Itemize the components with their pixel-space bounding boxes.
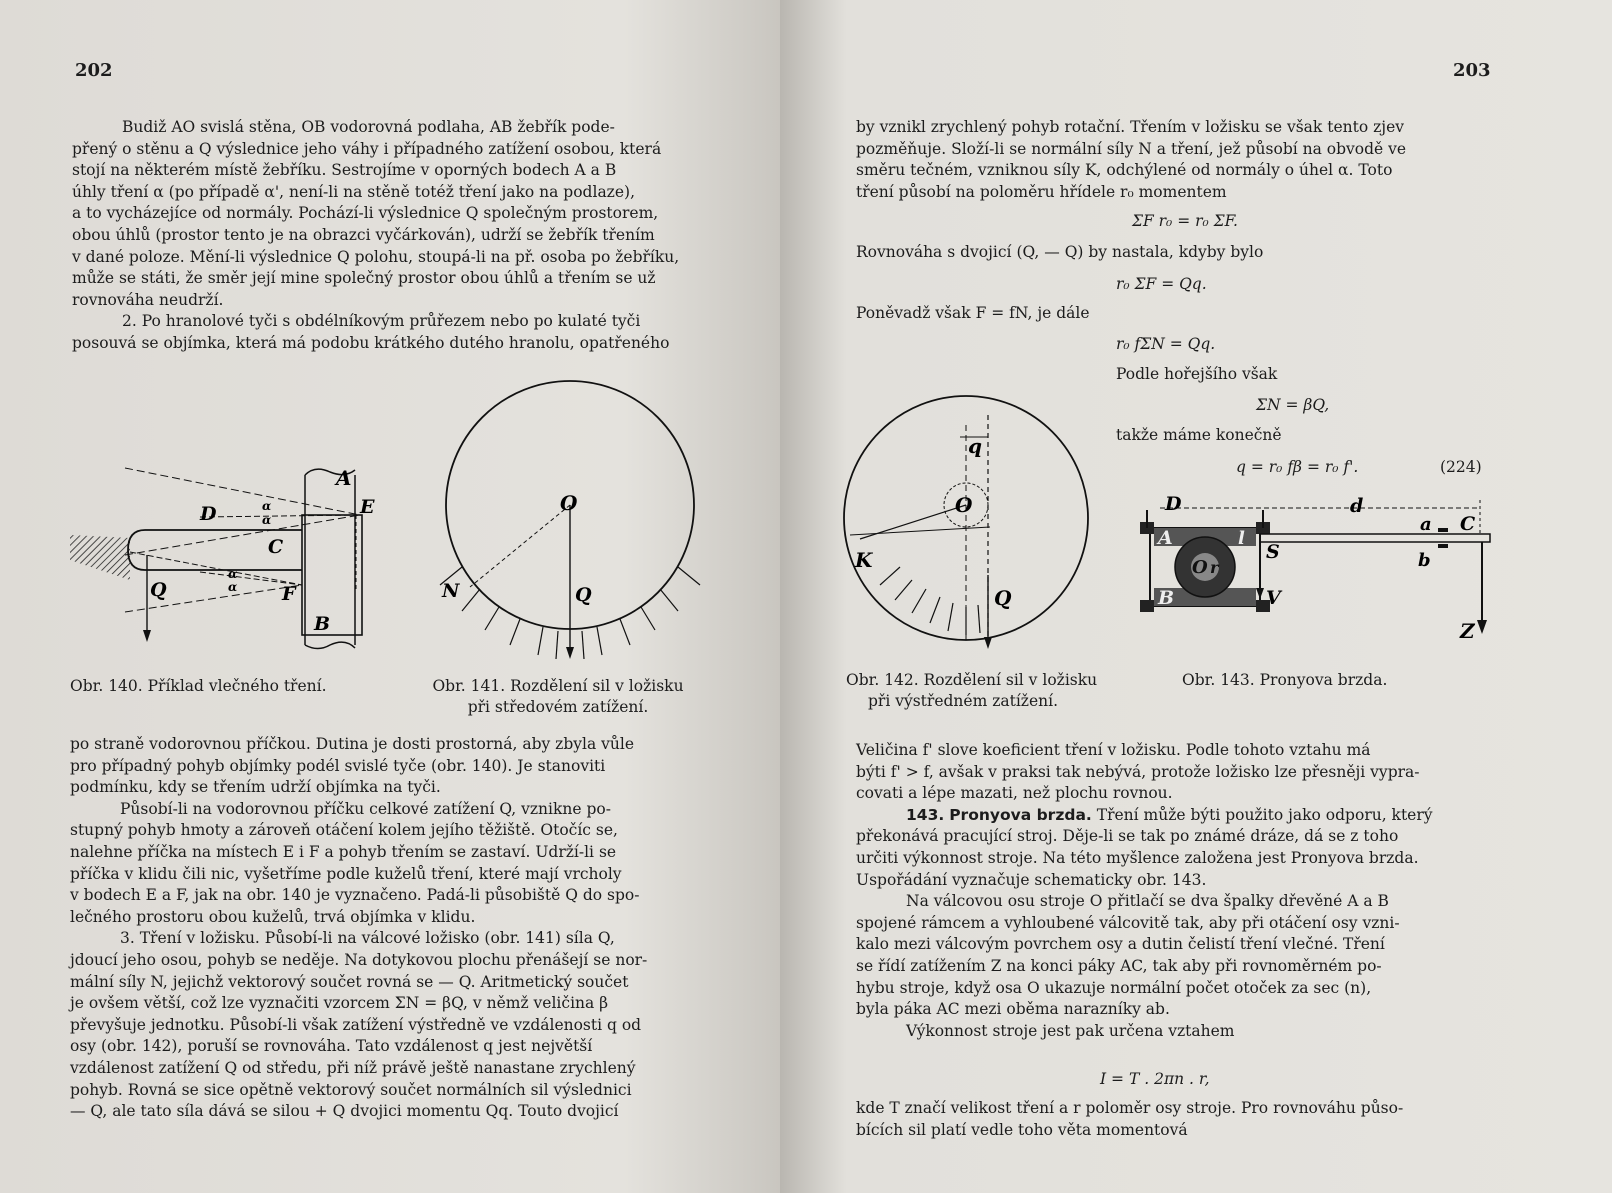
label-alpha: α <box>262 513 272 527</box>
right-page <box>780 0 1612 1193</box>
text-line: býti f' > f, avšak v praksi tak nebývá, protože ložisko lze přesněji vypra- <box>856 762 1420 781</box>
line-since: Poněvadž však F = fN, je dále <box>856 304 1090 322</box>
text-line: pohyb. Rovná se sice opětně vektorový součet normálních sil výslednici <box>70 1080 632 1099</box>
page-number-left: 202 <box>75 60 113 81</box>
rod-bottom <box>305 642 355 648</box>
label-c: C <box>268 536 284 558</box>
page-number-right: 203 <box>1453 60 1491 81</box>
label-alpha: α <box>262 499 272 513</box>
cone-line <box>200 515 360 517</box>
text-line: — Q, ale tato síla dává se silou + Q dvojici momentu Qq. Touto dvojicí <box>70 1102 619 1121</box>
caption-line: při středovém zatížení. <box>467 698 649 716</box>
text-line: posouvá se objímka, která má podobu krátkého dutého hranolu, opatřeného <box>72 333 670 352</box>
text-line: může se státi, že směr její mine společný prostor obou úhlů a třením se už <box>72 269 656 288</box>
text-line: pozměňuje. Složí-li se normální síly N a tření, jež působí na obvodě ve <box>856 139 1407 158</box>
text-line: Veličina f' slove koeficient tření v ložisku. Podle tohoto vztahu má <box>856 741 1371 759</box>
label-a: A <box>336 466 352 490</box>
label-k: K <box>855 548 873 572</box>
text-line: v dané poloze. Mění-li výslednice Q polohu, stoupá-li na př. osoba po žebříku, <box>72 247 680 266</box>
text-line: rovnováha neudrží. <box>72 290 224 309</box>
text-line: pro případný pohyb objímky podél svislé tyče (obr. 140). Je stanoviti <box>70 756 606 775</box>
text-line: bících sil platí vedle toho věta momentová <box>856 1120 1188 1139</box>
line-equilibrium: Rovnováha s dvojicí (Q, — Q) by nastala, kdyby bylo <box>856 243 1264 261</box>
label-o: O <box>1192 557 1208 578</box>
label-a: A <box>1158 527 1173 549</box>
right-para-2 <box>856 740 1486 1042</box>
reaction-forces <box>880 567 980 635</box>
caption-fig-141 <box>408 676 708 718</box>
label-d-small: d <box>1350 495 1364 517</box>
label-b: B <box>1158 587 1175 609</box>
equation-6: I = T . 2πn . r, <box>1100 1070 1210 1088</box>
caption-line: Obr. 142. Rozdělení sil v ložisku <box>846 671 1098 689</box>
label-n: N <box>442 580 460 602</box>
label-b-small: b <box>1418 550 1431 571</box>
text-line: Tření může býti použito jako odporu, který <box>1096 805 1433 824</box>
label-d: D <box>200 503 217 525</box>
text-line: 3. Tření v ložisku. Působí-li na válcové ložisko (obr. 141) síla Q, <box>120 929 615 948</box>
text-line: je ovšem větší, což lze vyznačiti vzorcem ΣN = βQ, v němž veličina β <box>70 994 609 1013</box>
text-line: a to vycházejíce od normály. Pochází-li výslednice Q společným prostorem, <box>72 204 659 223</box>
text-line: směru tečném, vzniknou síly K, odchýlené od normály o úhel α. Toto <box>856 161 1393 180</box>
figure-140 <box>70 460 390 660</box>
text-line: Na válcovou osu stroje O přitlačí se dva špalky dřevěné A a B <box>906 892 1389 911</box>
label-o: O <box>560 491 578 515</box>
text-line: tření působí na poloměru hřídele r₀ momentem <box>856 182 1227 201</box>
text-line: byla páka AC mezi oběma narazníky ab. <box>856 1000 1170 1019</box>
right-para-1 <box>856 117 1484 203</box>
equation-3: r₀ fΣN = Qq. <box>1116 335 1216 353</box>
equation-2: r₀ ΣF = Qq. <box>1116 275 1207 293</box>
left-para-1 <box>72 117 704 355</box>
equation-1: ΣF r₀ = r₀ ΣF. <box>1132 212 1238 230</box>
section-number: 143. <box>906 805 945 824</box>
label-q: Q <box>150 579 167 601</box>
text-line: kde T značí velikost tření a r poloměr osy stroje. Pro rovnováhu půso- <box>856 1099 1404 1117</box>
label-o: O <box>955 493 973 517</box>
text-line: covati a lépe mazati, než plochu rovnou. <box>856 784 1173 803</box>
text-line: příčka v klidu čili nic, vyšetříme podle kuželů tření, které mají vrcholy <box>70 864 622 883</box>
collar <box>302 515 362 635</box>
arrowhead <box>1477 620 1487 634</box>
label-s: S <box>1266 541 1280 563</box>
caption-fig-140: Obr. 140. Příklad vlečného tření. <box>70 677 327 695</box>
text-line: se řídí zatížením Z na konci páky AC, tak aby při rovnoměrném po- <box>856 956 1382 975</box>
caption-fig-143: Obr. 143. Pronyova brzda. <box>1182 671 1388 689</box>
caption-line: při výstředném zatížení. <box>868 692 1058 710</box>
figure-142 <box>840 395 1110 655</box>
text-line: mální síly N, jejichž vektorový součet rovná se — Q. Aritmetický součet <box>70 972 629 991</box>
text-line: 2. Po hranolové tyči s obdélníkovým průřezem nebo po kulaté tyči <box>122 312 641 331</box>
lever <box>1260 534 1490 542</box>
text-line: by vznikl zrychlený pohyb rotační. Třením v ložisku se však tento zjev <box>856 118 1405 136</box>
text-line: přený o stěnu a Q výslednice jeho váhy i případného zatížení osobou, která <box>72 139 662 158</box>
equation-4: ΣN = βQ, <box>1256 396 1330 414</box>
arrowhead <box>1256 588 1264 599</box>
friction-line <box>850 527 990 535</box>
text-line: úhly tření α (po případě α', není-li na stěně totéž tření jako na podlaze), <box>72 182 635 201</box>
caption-line: Obr. 141. Rozdělení sil v ložisku <box>432 677 684 695</box>
left-para-3 <box>70 734 706 1123</box>
label-z: Z <box>1460 619 1475 643</box>
text-line: Výkonnost stroje jest pak určena vztahem <box>906 1021 1235 1040</box>
label-a-small: a <box>1420 514 1432 535</box>
figure-141 <box>410 375 710 665</box>
text-line: po straně vodorovnou příčkou. Dutina je dosti prostorná, aby zbyla vůle <box>70 735 635 753</box>
bolt <box>1140 600 1154 612</box>
caption-fig-142 <box>846 670 1116 712</box>
section-first-line <box>856 805 1486 827</box>
stop-b <box>1438 544 1448 548</box>
label-b: B <box>314 613 331 635</box>
text-line: Budiž AO svislá stěna, OB vodorovná podlaha, AB žebřík pode- <box>122 118 615 136</box>
text-line: osy (obr. 142), poruší se rovnováha. Tato vzdálenost q jest největší <box>70 1037 593 1056</box>
text-line: podmínku, kdy se třením udrží objímka na tyči. <box>70 778 441 797</box>
label-e: E <box>360 496 375 518</box>
cone-line <box>125 515 360 555</box>
text-line: lečného prostoru obou kuželů, trvá objímka v klidu. <box>70 907 476 926</box>
text-line: nalehne příčka na místech E i F a pohyb třením se zastaví. Udrží-li se <box>70 842 617 861</box>
label-l: l <box>1238 528 1245 549</box>
label-q: Q <box>994 586 1012 610</box>
equation-5: q = r₀ fβ = r₀ f'. <box>1236 458 1359 476</box>
label-c: C <box>1460 513 1476 535</box>
label-q: Q <box>575 584 592 606</box>
label-q-small: q <box>968 434 982 458</box>
label-alpha: α <box>228 567 238 581</box>
text-line: jdoucí jeho osou, pohyb se neděje. Na dotykovou plochu přenášejí se nor- <box>70 950 648 969</box>
text-line: obou úhlů (prostor tento je na obrazci vyčárkován), udrží se žebřík třením <box>72 225 655 244</box>
text-line: určiti výkonnost stroje. Na této myšlence založena jest Pronyova brzda. <box>856 848 1419 867</box>
text-line: v bodech E a F, jak na obr. 140 je vyznačeno. Padá-li působiště Q do spo- <box>70 886 640 905</box>
line-finally: takže máme konečně <box>1116 426 1282 444</box>
line-above: Podle hořejšího však <box>1116 365 1278 383</box>
right-para-5 <box>856 1098 1486 1141</box>
arrowhead <box>984 637 992 649</box>
text-line: převyšuje jednotku. Působí-li však zatížení výstředně ve vzdálenosti q od <box>70 1015 642 1034</box>
radius-dash <box>470 505 570 587</box>
text-line: vzdálenost zatížení Q od středu, při níž právě ještě nanastane zrychlený <box>70 1058 636 1077</box>
figure-143 <box>1120 493 1500 660</box>
left-page <box>0 0 780 1193</box>
equation-5-number: (224) <box>1440 458 1482 476</box>
hatched-region <box>70 535 130 580</box>
label-r: r <box>1210 558 1219 577</box>
text-line: stupný pohyb hmoty a zároveň otáčení kolem jejího těžiště. Otočíc se, <box>70 821 618 840</box>
section-title: Pronyova brzda. <box>949 805 1092 824</box>
text-line: překonává pracující stroj. Děje-li se tak po známé dráze, dá se z toho <box>856 827 1399 846</box>
text-line: hybu stroje, když osa O ukazuje normální počet otoček za sec (n), <box>856 978 1372 997</box>
text-line: spojené rámcem a vyhloubené válcovitě tak, aby při otáčení osy vzni- <box>856 913 1400 932</box>
text-line: kalo mezi válcovým povrchem osy a dutin čelistí tření vlečné. Tření <box>856 935 1385 954</box>
cone-line <box>125 468 360 515</box>
text-line: Působí-li na vodorovnou příčku celkové zatížení Q, vznikne po- <box>120 799 611 818</box>
text-line: stojí na některém místě žebříku. Sestrojíme v oporných bodech A a B <box>72 161 617 180</box>
stop-a <box>1438 528 1448 532</box>
label-alpha: α <box>228 580 238 594</box>
arrowhead <box>566 647 574 659</box>
label-d: D <box>1165 493 1182 515</box>
label-v: V <box>1266 587 1281 609</box>
label-f: F <box>282 583 296 605</box>
text-line: Uspořádání vyznačuje schematicky obr. 143. <box>856 870 1207 889</box>
arrowhead <box>143 630 151 642</box>
